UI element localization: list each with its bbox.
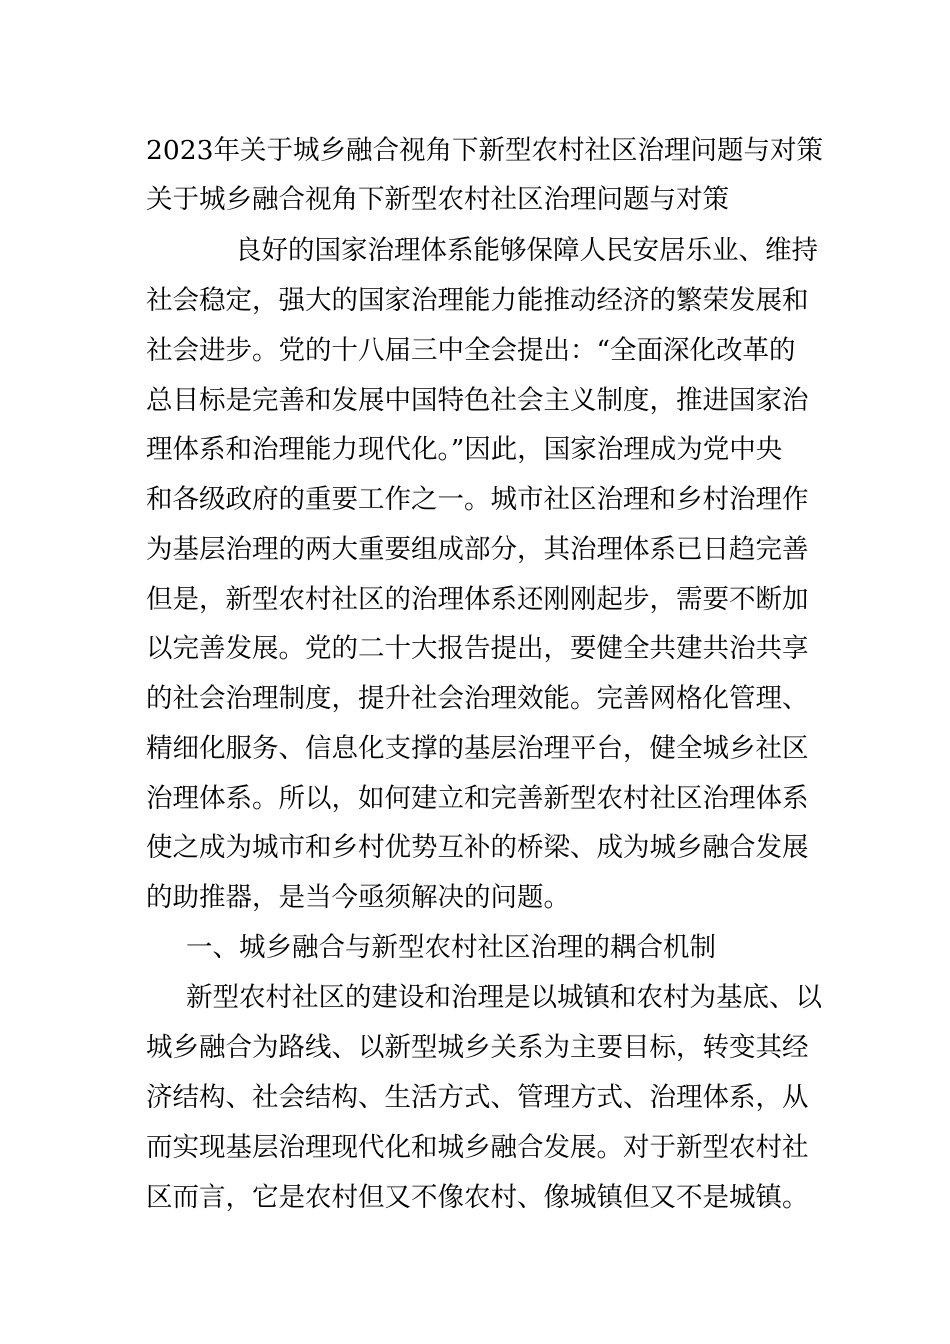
paragraph-line: 治理体系。所以，如何建立和完善新型农村社区治理体系: [146, 783, 809, 814]
document-title: 2023年关于城乡融合视角下新型农村社区治理问题与对策: [146, 135, 823, 166]
paragraph-line: 的助推器，是当今亟须解决的问题。: [146, 882, 570, 913]
paragraph-line: 理体系和治理能力现代化。”因此，国家治理成为党中央: [146, 434, 783, 465]
paragraph-line: 和各级政府的重要工作之一。城市社区治理和乡村治理作: [146, 484, 809, 515]
paragraph-line: 的社会治理制度，提升社会治理效能。完善网格化管理、: [146, 683, 809, 714]
paragraph-line: 新型农村社区的建设和治理是以城镇和农村为基底、以: [186, 982, 822, 1013]
paragraph-line: 区而言，它是农村但又不像农村、像城镇但又不是城镇。: [146, 1182, 809, 1213]
paragraph-line: 社会进步。党的十八届三中全会提出：“全面深化改革的: [146, 335, 796, 366]
paragraph-line: 良好的国家治理体系能够保障人民安居乐业、维持: [235, 235, 818, 266]
paragraph-line: 为基层治理的两大重要组成部分，其治理体系已日趋完善: [146, 534, 809, 565]
paragraph-line: 城乡融合为路线、以新型城乡关系为主要目标，转变其经: [146, 1032, 809, 1063]
paragraph-line: 精细化服务、信息化支撑的基层治理平台，健全城乡社区: [146, 733, 809, 764]
paragraph-line: 总目标是完善和发展中国特色社会主义制度，推进国家治: [146, 385, 809, 416]
paragraph-line: 以完善发展。党的二十大报告提出，要健全共建共治共享: [146, 633, 809, 664]
paragraph-line: 济结构、社会结构、生活方式、管理方式、治理体系，从: [146, 1082, 809, 1113]
paragraph-line: 社会稳定，强大的国家治理能力能推动经济的繁荣发展和: [146, 285, 809, 316]
paragraph-line: 但是，新型农村社区的治理体系还刚刚起步，需要不断加: [146, 584, 809, 615]
paragraph-line: 使之成为城市和乡村优势互补的桥梁、成为城乡融合发展: [146, 832, 809, 863]
paragraph-line: 而实现基层治理现代化和城乡融合发展。对于新型农村社: [146, 1132, 809, 1163]
document-subtitle: 关于城乡融合视角下新型农村社区治理问题与对策: [146, 184, 729, 215]
section-heading: 一、城乡融合与新型农村社区治理的耦合机制: [186, 932, 716, 963]
